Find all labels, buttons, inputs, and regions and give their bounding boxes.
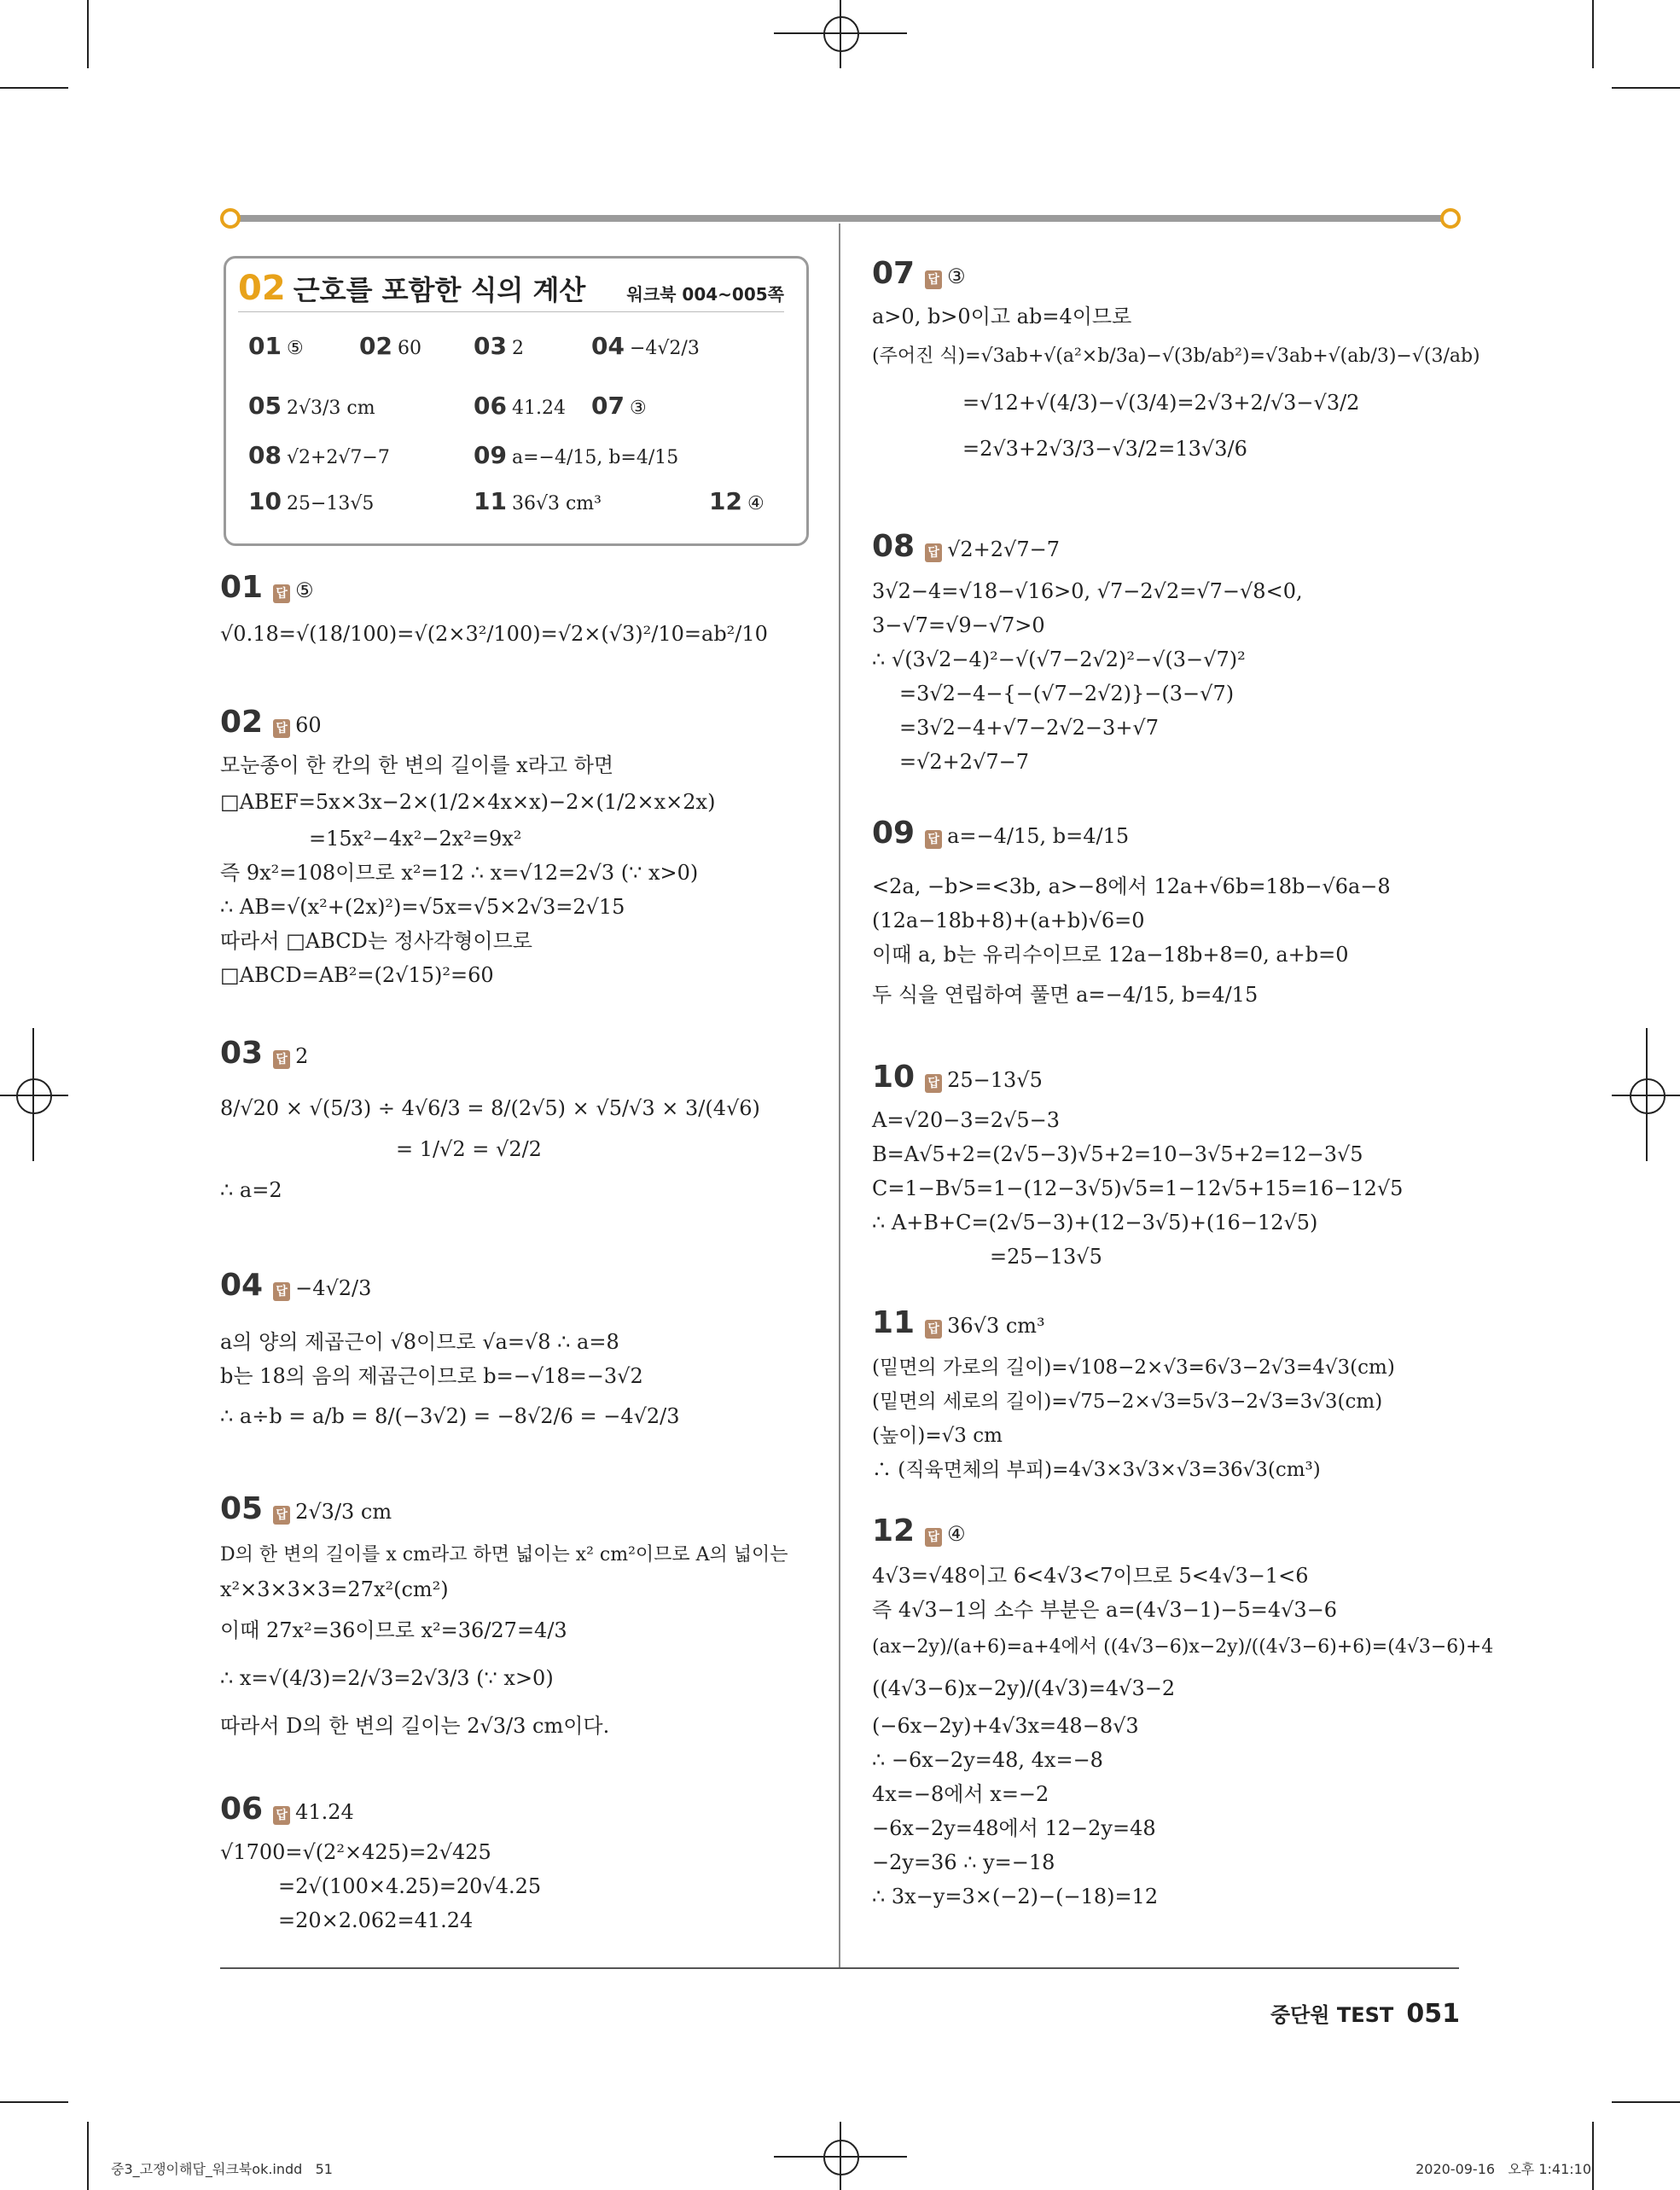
answer-value: 36√3 cm³: [947, 1314, 1045, 1338]
solution-line: √1700=√(2²×425)=2√425: [220, 1840, 491, 1864]
answer-value: 41.24: [295, 1800, 354, 1824]
print-slug-timestamp: 2020-09-16 오후 1:41:10: [1416, 2161, 1591, 2177]
solution-line: =√2+2√7−7: [899, 750, 1029, 774]
summary-item: 09 a=−4/15, b=4/15: [474, 441, 679, 469]
solution-line: 이때 27x²=36이므로 x²=36/27=4/3: [220, 1618, 567, 1642]
section-label: 중단원 TEST: [1270, 2003, 1394, 2027]
answer-value: √2+2√7−7: [947, 537, 1060, 561]
answer-icon: 답: [273, 584, 290, 603]
question-number: 01: [220, 570, 264, 605]
question-number: 06: [220, 1792, 264, 1827]
question-number: 11: [872, 1305, 916, 1340]
crop-mark: [0, 87, 68, 89]
crop-mark: [1612, 2101, 1680, 2103]
solution-line: ∴ √(3√2−4)²−√(√7−2√2)²−√(3−√7)²: [872, 648, 1246, 671]
solution-line: C=1−B√5=1−(12−3√5)√5=1−12√5+15=16−12√5: [872, 1176, 1404, 1200]
summary-item: 12 ④: [709, 487, 764, 515]
solution-line: ∴ 3x−y=3×(−2)−(−18)=12: [872, 1885, 1159, 1908]
crop-mark: [87, 0, 89, 68]
solution-line: 즉 4√3−1의 소수 부분은 a=(4√3−1)−5=4√3−6: [872, 1598, 1338, 1622]
summary-item: 06 41.24: [474, 392, 566, 420]
solution-line: (−6x−2y)+4√3x=48−8√3: [872, 1714, 1139, 1738]
question-number: 05: [220, 1491, 264, 1526]
answer-icon: 답: [273, 1806, 290, 1825]
answer-icon: 답: [273, 1050, 290, 1069]
solution-line: ((4√3−6)x−2y)/(4√3)=4√3−2: [872, 1676, 1176, 1700]
crop-mark: [1612, 87, 1680, 89]
question-number: 03: [220, 1036, 264, 1071]
unit-number: 02: [238, 269, 286, 308]
answer-summary-box: [224, 256, 809, 546]
answer-icon: 답: [925, 1074, 942, 1093]
solution-line: −2y=36 ∴ y=−18: [872, 1850, 1055, 1874]
solution-line: =2√3+2√3/3−√3/2=13√3/6: [962, 437, 1247, 461]
solution-07: [872, 256, 1480, 472]
solution-line: −6x−2y=48에서 12−2y=48: [872, 1816, 1156, 1840]
solution-line: B=A√5+2=(2√5−3)√5+2=10−3√5+2=12−3√5: [872, 1142, 1363, 1166]
question-number: 08: [872, 529, 916, 564]
solution-02: [220, 705, 817, 992]
question-number: 10: [872, 1060, 916, 1095]
solution-line: □ABCD=AB²=(2√15)²=60: [220, 963, 494, 987]
solution-line: 이때 a, b는 유리수이므로 12a−18b+8=0, a+b=0: [872, 943, 1349, 967]
column-divider: [839, 224, 840, 1968]
unit-heading: [238, 269, 585, 308]
workbook-ref: 워크북 004~005쪽: [626, 284, 784, 305]
solution-line: 두 식을 연립하여 풀면 a=−4/15, b=4/15: [872, 983, 1259, 1007]
solution-line: ∴ A+B+C=(2√5−3)+(12−3√5)+(16−12√5): [872, 1211, 1318, 1234]
registration-mark: [823, 16, 859, 52]
solution-12: [872, 1513, 1494, 1914]
answer-value: 25−13√5: [947, 1068, 1043, 1092]
question-number: 02: [220, 705, 264, 740]
solution-line: D의 한 변의 길이를 x cm라고 하면 넓이는 x² cm²이므로 A의 넓이는: [220, 1544, 788, 1566]
solution-line: ∴ a÷b = a/b = 8/(−3√2) = −8√2/6 = −4√2/3: [220, 1404, 680, 1428]
answer-icon: 답: [925, 830, 942, 849]
solution-line: ∴ a=2: [220, 1178, 282, 1202]
crop-mark: [87, 2122, 89, 2190]
solution-05: [220, 1491, 817, 1750]
answer-icon: 답: [273, 719, 290, 738]
solution-line: =3√2−4+√7−2√2−3+√7: [899, 716, 1159, 740]
top-bar-dot-right: [1440, 208, 1461, 229]
answer-value: 60: [295, 713, 322, 737]
answer-icon: 답: [925, 270, 942, 289]
answer-icon: 답: [273, 1506, 290, 1525]
solution-line: A=√20−3=2√5−3: [872, 1108, 1060, 1132]
solution-04: [220, 1268, 817, 1439]
solution-line: 8/√20 × √(5/3) ÷ 4√6/3 = 8/(2√5) × √5/√3 × 3/(4√6): [220, 1096, 760, 1120]
summary-item: 08 √2+2√7−7: [248, 441, 390, 469]
solution-08: [872, 529, 1461, 779]
answer-icon: 답: [925, 1320, 942, 1339]
answer-value: a=−4/15, b=4/15: [947, 824, 1130, 848]
solution-line: =15x²−4x²−2x²=9x²: [309, 827, 522, 851]
solution-06: [220, 1792, 817, 1937]
answer-icon: 답: [925, 543, 942, 562]
solution-line: =2√(100×4.25)=20√4.25: [278, 1874, 542, 1898]
question-number: 09: [872, 816, 916, 851]
answer-value: ③: [947, 264, 966, 288]
solution-line: x²×3×3×3=27x²(cm²): [220, 1577, 449, 1601]
solution-03: [220, 1036, 817, 1211]
solution-line: b는 18의 음의 제곱근이므로 b=−√18=−3√2: [220, 1364, 643, 1388]
registration-mark: [1630, 1078, 1665, 1114]
solution-line: a>0, b>0이고 ab=4이므로: [872, 305, 1132, 328]
summary-item: 10 25−13√5: [248, 487, 375, 515]
answer-value: 2: [295, 1044, 309, 1068]
solution-line: □ABEF=5x×3x−2×(1/2×4x×x)−2×(1/2×x×2x): [220, 790, 716, 814]
crop-mark: [1592, 2122, 1594, 2190]
summary-item: 04 −4√2/3: [591, 332, 700, 360]
solution-line: (밑면의 세로의 길이)=√75−2×√3=5√3−2√3=3√3(cm): [872, 1391, 1383, 1413]
solution-line: 즉 9x²=108이므로 x²=12 ∴ x=√12=2√3 (∵ x>0): [220, 861, 699, 885]
solution-line: ∴ −6x−2y=48, 4x=−8: [872, 1748, 1103, 1772]
solution-line: 3−√7=√9−√7>0: [872, 613, 1045, 637]
summary-item: 05 2√3/3 cm: [248, 392, 375, 420]
summary-item: 07 ③: [591, 392, 647, 420]
registration-mark: [16, 1078, 52, 1114]
solution-line: 4x=−8에서 x=−2: [872, 1782, 1049, 1806]
solution-line: (높이)=√3 cm: [872, 1425, 1003, 1447]
print-slug-file: 중3_고쟁이해답_워크북ok.indd 51: [111, 2161, 333, 2177]
solution-line: = 1/√2 = √2/2: [396, 1137, 542, 1161]
solution-09: [872, 816, 1461, 1018]
solution-line: ∴ AB=√(x²+(2x)²)=√5x=√5×2√3=2√15: [220, 895, 625, 919]
solution-line: 4√3=√48이고 6<4√3<7이므로 5<4√3−1<6: [872, 1564, 1309, 1588]
answer-icon: 답: [925, 1528, 942, 1547]
answer-value: 2√3/3 cm: [295, 1500, 392, 1524]
bottom-rule: [220, 1967, 1459, 1969]
solution-line: (밑면의 가로의 길이)=√108−2×√3=6√3−2√3=4√3(cm): [872, 1356, 1395, 1379]
unit-heading-underline: [238, 311, 784, 312]
answer-value: ⑤: [295, 578, 314, 602]
summary-item: 01 ⑤: [248, 332, 304, 360]
solution-line: (ax−2y)/(a+6)=a+4에서 ((4√3−6)x−2y)/((4√3−6)+6)=(4√3−6)+4: [872, 1636, 1494, 1658]
registration-mark: [823, 2140, 859, 2175]
question-number: 04: [220, 1268, 264, 1303]
solution-line: (주어진 식)=√3ab+√(a²×b/3a)−√(3b/ab²)=√3ab+√(ab/3)−√(3/ab): [872, 346, 1480, 367]
solution-line: (12a−18b+8)+(a+b)√6=0: [872, 909, 1145, 932]
solution-01: [220, 570, 817, 651]
solution-line: 따라서 □ABCD는 정사각형이므로: [220, 929, 532, 953]
solution-line: a의 양의 제곱근이 √8이므로 √a=√8 ∴ a=8: [220, 1330, 619, 1354]
unit-title: 근호를 포함한 식의 계산: [293, 274, 586, 306]
solution-10: [872, 1060, 1461, 1274]
crop-mark: [0, 2101, 68, 2103]
solution-line: 모눈종이 한 칸의 한 변의 길이를 x라고 하면: [220, 753, 614, 777]
solution-line: ∴ (직육면체의 부피)=4√3×3√3×√3=36√3(cm³): [872, 1459, 1321, 1481]
solution-11: [872, 1305, 1461, 1487]
solution-line: =20×2.062=41.24: [278, 1908, 474, 1932]
answer-value: ④: [947, 1522, 966, 1546]
answer-icon: 답: [273, 1282, 290, 1301]
answer-value: −4√2/3: [295, 1276, 372, 1300]
page-number: 051: [1406, 1999, 1460, 2029]
top-bar-dot-left: [220, 208, 241, 229]
summary-item: 02 60: [359, 332, 421, 360]
solution-line: ∴ x=√(4/3)=2/√3=2√3/3 (∵ x>0): [220, 1666, 554, 1690]
question-number: 12: [872, 1513, 916, 1548]
question-number: 07: [872, 256, 916, 291]
solution-line: 3√2−4=√18−√16>0, √7−2√2=√7−√8<0,: [872, 579, 1303, 603]
solution-line: 따라서 D의 한 변의 길이는 2√3/3 cm이다.: [220, 1714, 610, 1738]
solution-line: =√12+√(4/3)−√(3/4)=2√3+2/√3−√3/2: [962, 391, 1360, 415]
solution-line: =25−13√5: [990, 1245, 1102, 1269]
summary-item: 11 36√3 cm³: [474, 487, 602, 515]
solution-line: =3√2−4−{−(√7−2√2)}−(3−√7): [899, 682, 1235, 706]
solution-line: √0.18=√(18/100)=√(2×3²/100)=√2×(√3)²/10=ab²/10: [220, 622, 768, 646]
top-bar: [229, 215, 1449, 222]
page-footer: [1270, 1998, 1460, 2029]
summary-item: 03 2: [474, 332, 524, 360]
crop-mark: [1592, 0, 1594, 68]
solution-line: <2a, −b>=<3b, a>−8에서 12a+√6b=18b−√6a−8: [872, 874, 1391, 898]
